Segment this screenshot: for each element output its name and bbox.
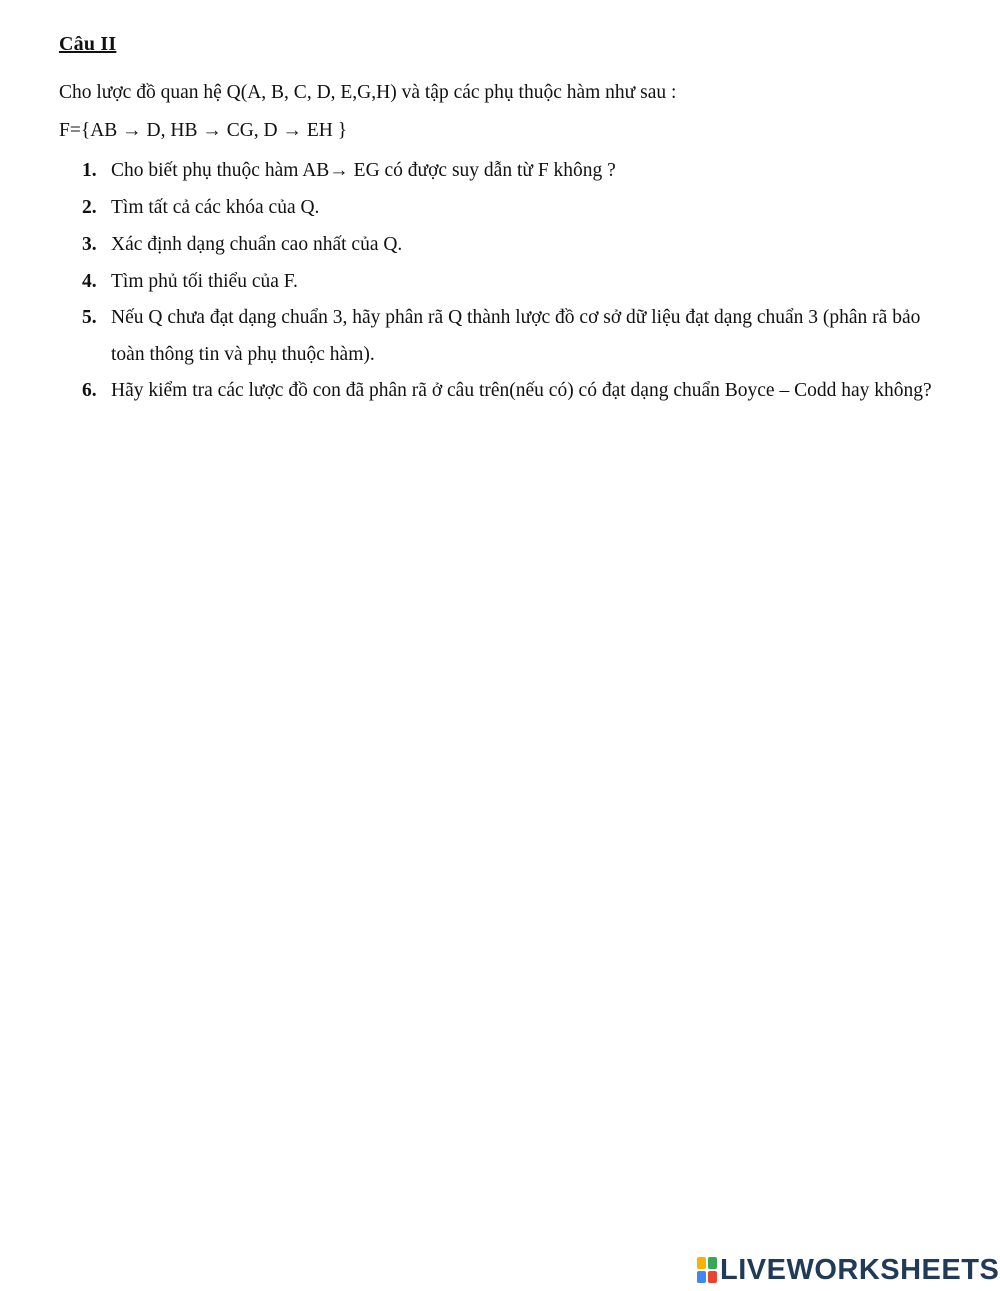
question-number: 2.: [82, 197, 97, 218]
liveworksheets-logo: [697, 1253, 999, 1287]
question-text: Tìm tất cả các khóa của Q.: [111, 197, 320, 218]
question-text: Xác định dạng chuẩn cao nhất của Q.: [111, 234, 403, 255]
liveworksheets-logo-icon: [697, 1257, 717, 1283]
question-item: [82, 372, 942, 446]
logo-tile: [697, 1257, 706, 1269]
question-text: Tìm phủ tối thiểu của F.: [111, 271, 298, 292]
question-number: 1.: [82, 160, 97, 181]
logo-tile: [708, 1271, 717, 1283]
dependency-set: F={AB → D, HB → CG, D → EH }: [59, 120, 348, 141]
logo-text: LIVEWORKSHEETS: [720, 1253, 1000, 1286]
question-text: Nếu Q chưa đạt dạng chuẩn 3, hãy phân rã Q thành lược đồ cơ sở dữ liệu đạt dạng chuẩn 3 (phân rã bảo toàn thông tin và phụ thuộc hàm).: [111, 307, 921, 365]
question-text: Cho biết phụ thuộc hàm AB→ EG có được suy dẫn từ F không ?: [111, 160, 616, 181]
question-number: 3.: [82, 234, 97, 255]
intro-text: Cho lược đồ quan hệ Q(A, B, C, D, E,G,H) và tập các phụ thuộc hàm như sau :: [59, 82, 677, 103]
question-number: 4.: [82, 271, 97, 292]
section-title: Câu II: [59, 33, 117, 55]
question-number: 6.: [82, 380, 97, 401]
question-text: Hãy kiểm tra các lược đồ con đã phân rã ở câu trên(nếu có) có đạt dạng chuẩn Boyce – Codd hay không?: [111, 380, 932, 401]
question-number: 5.: [82, 307, 97, 328]
logo-tile: [708, 1257, 717, 1269]
logo-tile: [697, 1271, 706, 1283]
question-item: [82, 299, 942, 373]
